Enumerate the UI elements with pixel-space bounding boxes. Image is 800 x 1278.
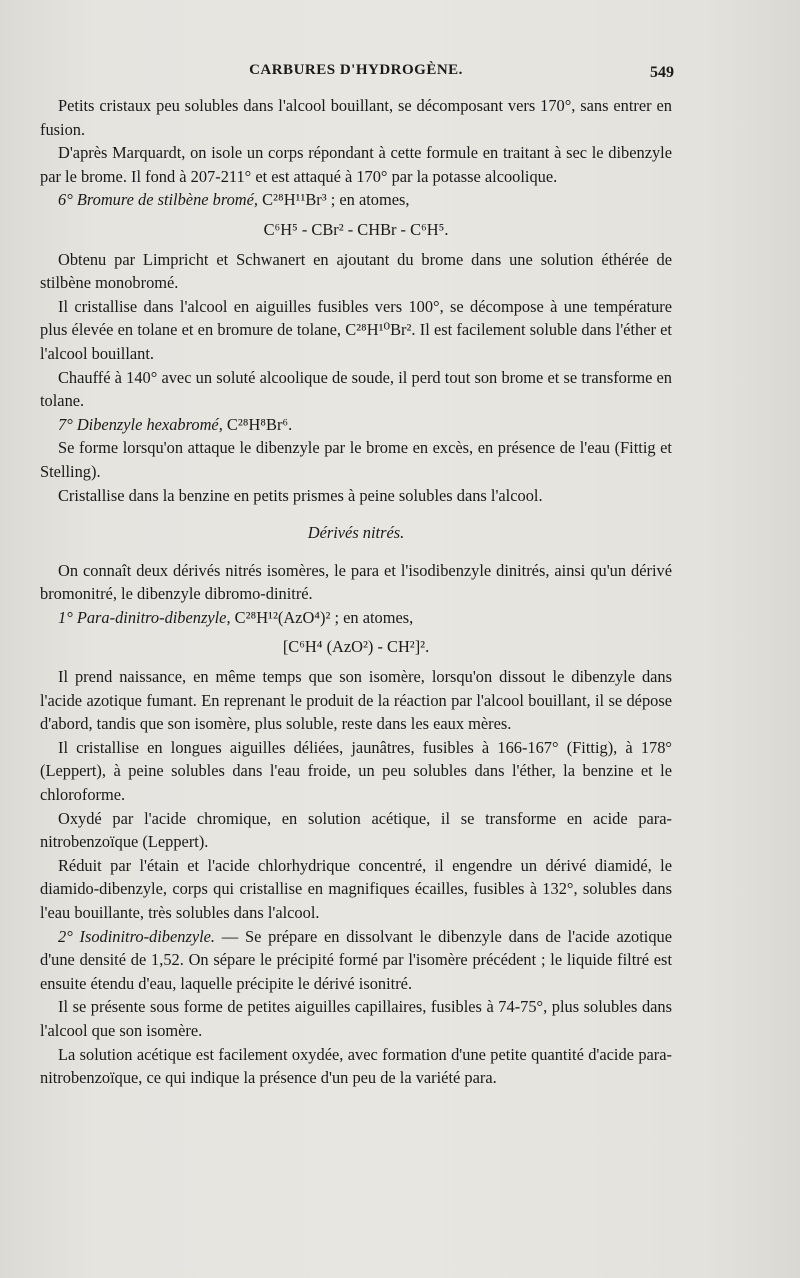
page-number: 549 bbox=[650, 64, 674, 81]
paragraph: Il se présente sous forme de petites aiguilles capillaires, fusibles à 74-75°, plus solubles dans l'alcool que son isomère. bbox=[40, 997, 672, 1040]
paragraph-text: C²⁸H⁸Br⁶. bbox=[222, 414, 293, 434]
compound-heading: 2° Isodinitro-dibenzyle. bbox=[58, 926, 216, 946]
paragraph: On connaît deux dérivés nitrés isomères, le para et l'isodibenzyle dinitrés, ainsi qu'un dérivé bromonitré, le dibenzyle dibromo-dinitré. bbox=[40, 560, 672, 604]
paragraph: La solution acétique est facilement oxydée, avec formation d'une petite quantité d'acide para-nitrobenzoïque, ce qui indique la présence d'un peu de la variété para. bbox=[40, 1044, 672, 1088]
paragraph-text: — Se prépare en dissolvant le dibenzyle dans de l'acide azotique d'une densité de 1,52. On sépare le précipité formé par l'isomère précédent ; le liquide filtré est ensuite étendu d'eau, laquelle précipite le dérivé isonitré. bbox=[40, 926, 672, 993]
paragraph: Se forme lorsqu'on attaque le dibenzyle par le brome en excès, en présence de l'eau (Fittig et Stelling). bbox=[40, 438, 672, 481]
page-body bbox=[40, 94, 672, 1090]
paragraph-text: C²⁸H¹¹Br³ ; en atomes, bbox=[258, 190, 410, 210]
paragraph: Chauffé à 140° avec un soluté alcoolique de soude, il perd tout son brome et se transforme en tolane. bbox=[40, 367, 672, 411]
paragraph: Réduit par l'étain et l'acide chlorhydrique concentré, il engendre un dérivé diamidé, le diamido-dibenzyle, corps qui cristallise en magnifiques écailles, fusibles à 132°, solubles dans l'eau bouillante, très solubles dans l'alcool. bbox=[40, 855, 672, 922]
compound-heading: 6° Bromure de stilbène bromé, bbox=[58, 190, 259, 210]
section-title: Dérivés nitrés. bbox=[307, 523, 405, 543]
paragraph: D'après Marquardt, on isole un corps répondant à cette formule en traitant à sec le dibenzyle par le brome. Il fond à 207-211° et est attaqué à 170° par la potasse alcoolique. bbox=[40, 143, 672, 186]
paragraph-text: C²⁸H¹²(AzO⁴)² ; en atomes, bbox=[230, 607, 414, 627]
paragraph bbox=[40, 188, 672, 212]
paragraph: Il prend naissance, en même temps que son isomère, lorsqu'on dissout le dibenzyle dans l'acide azotique fumant. En reprenant le produit de la réaction par l'alcool bouillant, il se dépose d'abord, tandis que son isomère, plus soluble, reste dans les eaux mères. bbox=[40, 667, 672, 734]
paragraph: Il cristallise en longues aiguilles déliées, jaunâtres, fusibles à 166-167° (Fittig), à 178° (Leppert), à peine solubles dans l'eau froide, un peu solubles dans l'éther, la benzine et le chloroforme. bbox=[40, 737, 672, 805]
compound-heading: 1° Para-dinitro-dibenzyle, bbox=[58, 607, 231, 627]
paragraph: Oxydé par l'acide chromique, en solution acétique, il se transforme en acide para-nitrobenzoïque (Leppert). bbox=[40, 808, 672, 852]
paragraph bbox=[40, 606, 672, 630]
paragraph: Obtenu par Limpricht et Schwanert en ajoutant du brome dans une solution éthérée de stilbène monobromé. bbox=[40, 249, 672, 293]
compound-heading: 7° Dibenzyle hexabromé, bbox=[58, 414, 223, 434]
formula: [C⁶H⁴ (AzO²) - CH²]². bbox=[282, 637, 430, 657]
paragraph: Petits cristaux peu solubles dans l'alcool bouillant, se décomposant vers 170°, sans entrer en fusion. bbox=[40, 96, 672, 139]
paragraph: Cristallise dans la benzine en petits prismes à peine solubles dans l'alcool. bbox=[58, 485, 543, 505]
running-title: CARBURES D'HYDROGÈNE. bbox=[249, 62, 463, 78]
formula: C⁶H⁵ - CBr² - CHBr - C⁶H⁵. bbox=[263, 219, 449, 239]
page-header bbox=[40, 62, 672, 88]
paragraph bbox=[40, 925, 672, 996]
paragraph: Il cristallise dans l'alcool en aiguilles fusibles vers 100°, se décompose à une température plus élevée en tolane et en bromure de tolane, C²⁸H¹⁰Br². Il est facilement soluble dans l'éther et l'alcool bouillant. bbox=[40, 296, 672, 363]
paragraph bbox=[40, 413, 672, 437]
